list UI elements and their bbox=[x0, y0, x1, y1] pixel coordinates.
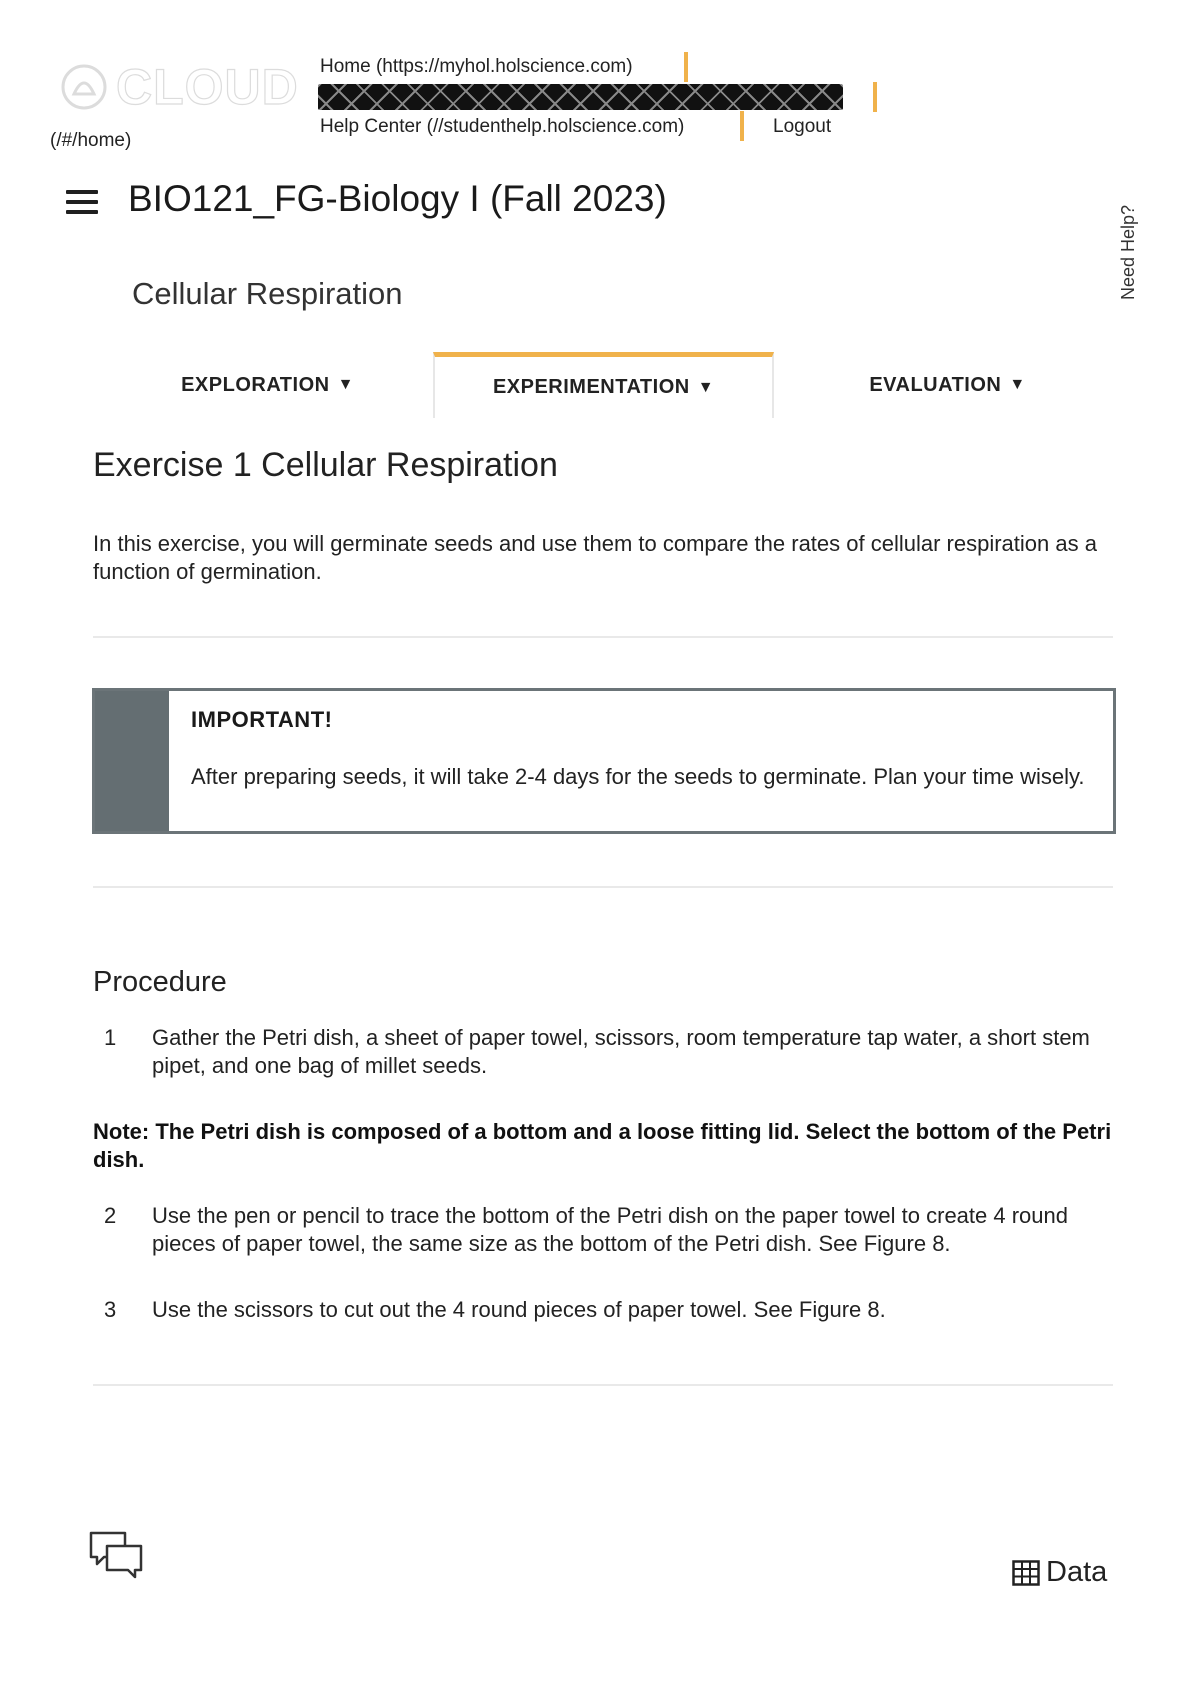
step-number: 2 bbox=[104, 1203, 117, 1228]
step-text: Gather the Petri dish, a sheet of paper towel, scissors, room temperature tap water, a short stem pipet, and one bag of millet seeds. bbox=[152, 1025, 1090, 1078]
divider bbox=[93, 636, 1113, 638]
step-text: Use the scissors to cut out the 4 round pieces of paper towel. See Figure 8. bbox=[152, 1297, 886, 1322]
menu-icon[interactable] bbox=[66, 190, 98, 214]
chat-bubbles-icon[interactable] bbox=[88, 1530, 144, 1584]
procedure-step bbox=[104, 1202, 1104, 1258]
course-title: BIO121_FG-Biology I (Fall 2023) bbox=[128, 178, 667, 219]
data-label: Data bbox=[1046, 1556, 1108, 1588]
caret-down-icon: ▼ bbox=[1009, 376, 1026, 393]
header-divider bbox=[873, 82, 877, 112]
redacted-username bbox=[318, 84, 843, 110]
caret-down-icon: ▼ bbox=[337, 376, 354, 393]
tab-label: EXPERIMENTATION bbox=[492, 376, 690, 398]
home-path-link[interactable]: (/#/home) bbox=[50, 130, 132, 151]
tab-label: EXPLORATION bbox=[181, 373, 330, 396]
step-text: Use the pen or pencil to trace the bottom of the Petri dish on the paper towel to create 4 round pieces of paper towel, the same size as the bottom of the Petri dish. See Figure 8. bbox=[152, 1203, 1068, 1256]
callout-strip bbox=[95, 691, 169, 831]
table-icon bbox=[1012, 1560, 1040, 1586]
procedure-step bbox=[104, 1024, 1104, 1080]
exercise-intro: In this exercise, you will germinate seeds and use them to compare the rates of cellular respiration as a function of germination. bbox=[93, 531, 1097, 584]
home-link[interactable]: Home (https://myhol.holscience.com) bbox=[320, 56, 633, 77]
logo-text: CLOUD bbox=[116, 59, 299, 115]
step-number: 1 bbox=[104, 1025, 117, 1050]
divider bbox=[93, 886, 1113, 888]
tab-label: EVALUATION bbox=[869, 373, 1002, 396]
header-divider bbox=[684, 52, 688, 82]
cloud-logo-icon bbox=[56, 62, 112, 112]
tab-evaluation[interactable] bbox=[800, 352, 1095, 418]
procedure-note: Note: The Petri dish is composed of a bottom and a loose fitting lid. Select the bottom of the Petri dish. bbox=[93, 1119, 1112, 1172]
exercise-title: Exercise 1 Cellular Respiration bbox=[93, 446, 558, 484]
caret-down-icon: ▼ bbox=[697, 378, 715, 396]
tab-exploration[interactable] bbox=[130, 352, 405, 418]
procedure-step bbox=[104, 1296, 1104, 1324]
need-help-tab[interactable]: Need Help? bbox=[1118, 204, 1138, 300]
hol-cloud-logo[interactable] bbox=[56, 58, 299, 116]
divider bbox=[93, 1384, 1113, 1386]
procedure-heading: Procedure bbox=[93, 966, 227, 998]
tab-experimentation[interactable] bbox=[433, 352, 774, 418]
data-button[interactable] bbox=[1012, 1556, 1107, 1589]
help-center-link[interactable]: Help Center (//studenthelp.holscience.com) bbox=[320, 116, 685, 137]
important-callout bbox=[92, 688, 1116, 834]
callout-title: IMPORTANT! bbox=[191, 707, 333, 732]
callout-body: After preparing seeds, it will take 2-4 days for the seeds to germinate. Plan your time wisely. bbox=[191, 764, 1085, 789]
logout-link[interactable]: Logout bbox=[773, 116, 832, 137]
step-number: 3 bbox=[104, 1297, 117, 1322]
page-title: Cellular Respiration bbox=[132, 276, 403, 311]
header-divider bbox=[740, 111, 744, 141]
